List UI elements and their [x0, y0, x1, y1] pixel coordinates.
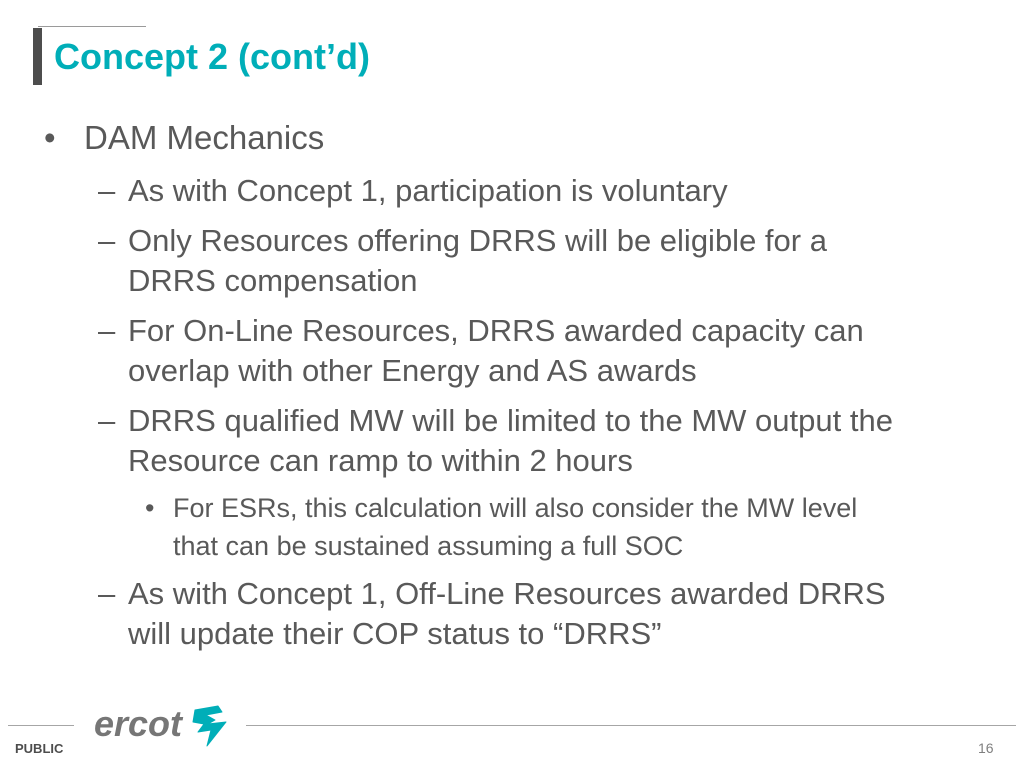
- sub-bullet-line: Resource can ramp to within 2 hours: [128, 443, 633, 478]
- logo-wordmark: ercot: [94, 703, 183, 744]
- dash-marker: –: [98, 313, 116, 348]
- sub-bullet-line: DRRS compensation: [128, 263, 418, 298]
- sub-bullet-line: DRRS qualified MW will be limited to the MW output the: [128, 403, 893, 438]
- slide-title: Concept 2 (cont’d): [54, 36, 370, 77]
- lightning-bolt-icon: [193, 706, 226, 746]
- sub-sub-bullet-line: For ESRs, this calculation will also consider the MW level: [173, 493, 858, 523]
- bullet-marker: •: [44, 119, 56, 156]
- sub-bullet-line: will update their COP status to “DRRS”: [128, 616, 662, 651]
- dash-marker: –: [98, 403, 116, 438]
- sub-bullet-offline-resources: [98, 574, 998, 654]
- dash-marker: –: [98, 173, 116, 208]
- footer-rule-right: [246, 725, 1016, 726]
- classification-label: PUBLIC: [15, 741, 64, 756]
- sub-bullet-voluntary: [98, 171, 998, 211]
- sub-bullet-line: Only Resources offering DRRS will be eligible for a: [128, 223, 827, 258]
- footer-rule-left: [8, 725, 74, 726]
- sub-sub-bullet-line: that can be sustained assuming a full SOC: [173, 531, 684, 561]
- dash-marker: –: [98, 223, 116, 258]
- sub-sub-bullet-esrs: [145, 489, 993, 565]
- bullet-text: DAM Mechanics: [84, 119, 325, 156]
- ercot-logo: [94, 700, 234, 750]
- page-number: 16: [978, 740, 994, 756]
- sub-bullet-eligibility: [98, 221, 998, 301]
- bullet-dam-mechanics: [44, 119, 325, 157]
- sub-bullet-line: For On-Line Resources, DRRS awarded capacity can: [128, 313, 864, 348]
- sub-bullet-online-resources: [98, 311, 998, 391]
- sub-bullet-line: As with Concept 1, participation is voluntary: [128, 173, 728, 208]
- dash-marker: –: [98, 576, 116, 611]
- sub-bullet-line: As with Concept 1, Off-Line Resources awarded DRRS: [128, 576, 886, 611]
- sub-bullet-line: overlap with other Energy and AS awards: [128, 353, 697, 388]
- sub-bullet-qualified-mw: [98, 401, 998, 481]
- bullet-marker: •: [145, 493, 155, 523]
